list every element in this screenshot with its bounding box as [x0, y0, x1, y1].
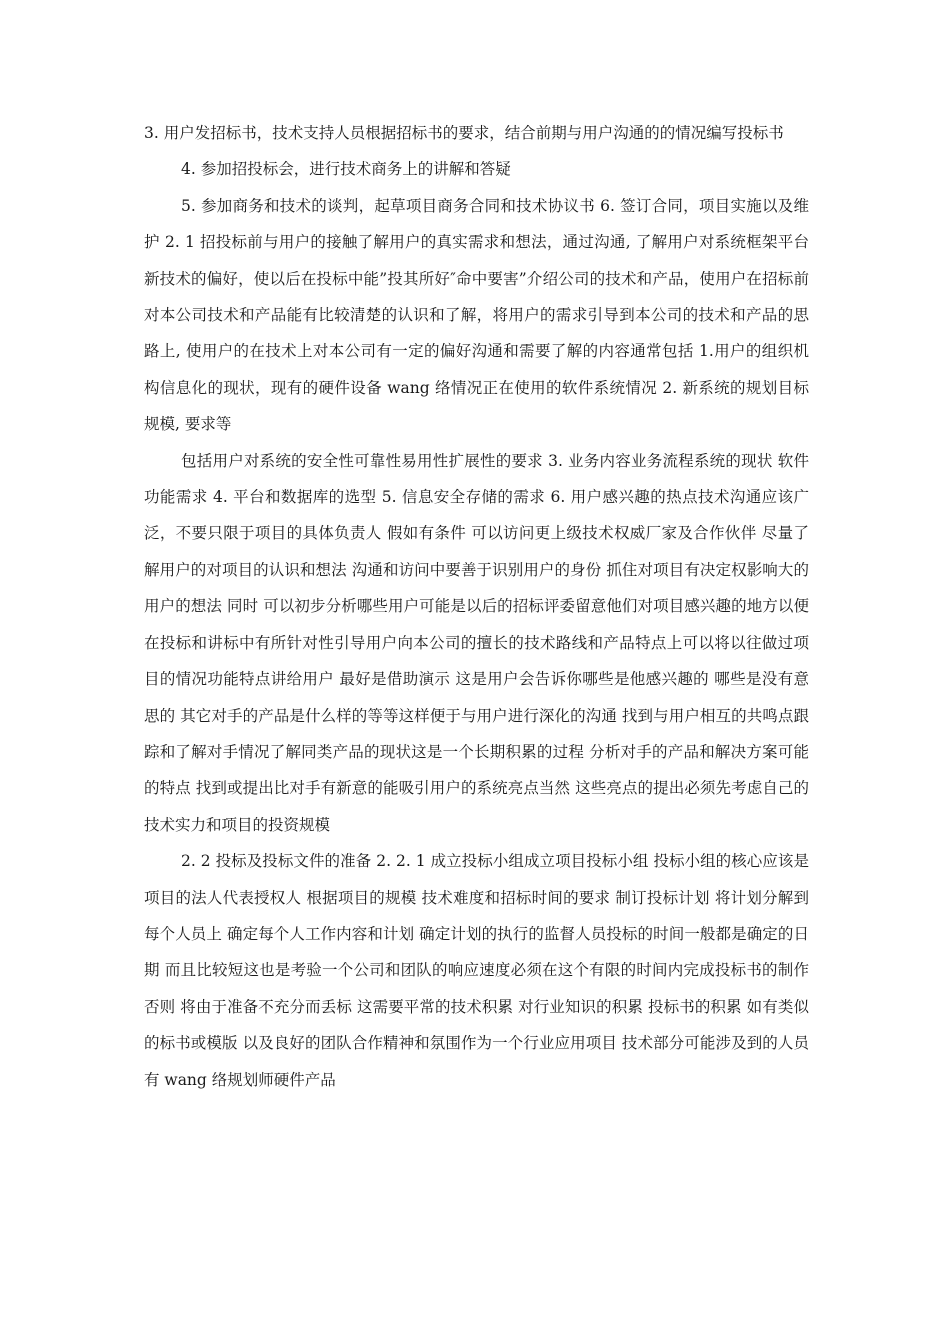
- paragraph-4: 包括用户对系统的安全性可靠性易用性扩展性的要求 3. 业务内容业务流程系统的现状 软件功能需求 4. 平台和数据库的选型 5. 信息安全存储的需求 6. 用户感兴趣的热点技术沟通应该广泛，不要只限于项目的具体负责人 假如有条件 可以访问更上级技术权威厂家及合作伙伴 尽量了解用户的对项目的认识和想法 沟通和访问中要善于识别用户的身份 抓住对项目有决定权影响大的用户的想法 同时 可以初步分析哪些用户可能是以后的招标评委留意他们对项目感兴趣的地方以便在投标和讲标中有所针对性引导用户向本公司的擅长的技术路线和产品特点上可以将以往做过项目的情况功能特点讲给用户 最好是借助演示 这是用户会告诉你哪些是他感兴趣的 哪些是没有意思的 其它对手的产品是什么样的等等这样便于与用户进行深化的沟通 找到与用户相互的共鸣点跟踪和了解对手情况了解同类产品的现状这是一个长期积累的过程 分析对手的产品和解决方案可能的特点 找到或提出比对手有新意的能吸引用户的系统亮点当然 这些亮点的提出必须先考虑自己的技术实力和项目的投资规模: [144, 451, 809, 834]
- paragraph-3: 5. 参加商务和技术的谈判，起草项目商务合同和技术协议书 6. 签订合同，项目实施以及维护 2. 1 招投标前与用户的接触了解用户的真实需求和想法，通过沟通, 了解用户对系统框架平台新技术的偏好，使以后在投标中能”投其所好″命中要害”介绍公司的技术和产品，使用户在招标前对本公司技术和产品能有比较清楚的认识和了解，将用户的需求引导到本公司的技术和产品的思路上, 使用户的在技术上对本公司有一定的偏好沟通和需要了解的内容通常包括 1.用户的组织机构信息化的现状，现有的硬件设备 wang 络情况正在使用的软件系统情况 2. 新系统的规划目标规模, 要求等: [144, 196, 809, 434]
- paragraph-5: 2. 2 投标及投标文件的准备 2. 2. 1 成立投标小组成立项目投标小组 投标小组的核心应该是项目的法人代表授权人 根据项目的规模 技术难度和招标时间的要求 制订投标计划 将计划分解到每个人员上 确定每个人工作内容和计划 确定计划的执行的监督人员投标的时间一般都是确定的日期 而且比较短这也是考验一个公司和团队的响应速度必须在这个有限的时间内完成投标书的制作 否则 将由于准备不充分而丢标 这需要平常的技术积累 对行业知识的积累 投标书的积累 如有类似的标书或模版 以及良好的团队合作精神和氛围作为一个行业应用项目 技术部分可能涉及到的人员有 wang 络规划师硬件产品: [144, 852, 809, 1089]
- paragraph-2: 4. 参加招投标会，进行技术商务上的讲解和答疑: [181, 160, 511, 179]
- paragraph-1: 3. 用户发招标书，技术支持人员根据招标书的要求，结合前期与用户沟通的的情况编写投标书: [144, 124, 784, 142]
- document-page: [144, 115, 809, 1098]
